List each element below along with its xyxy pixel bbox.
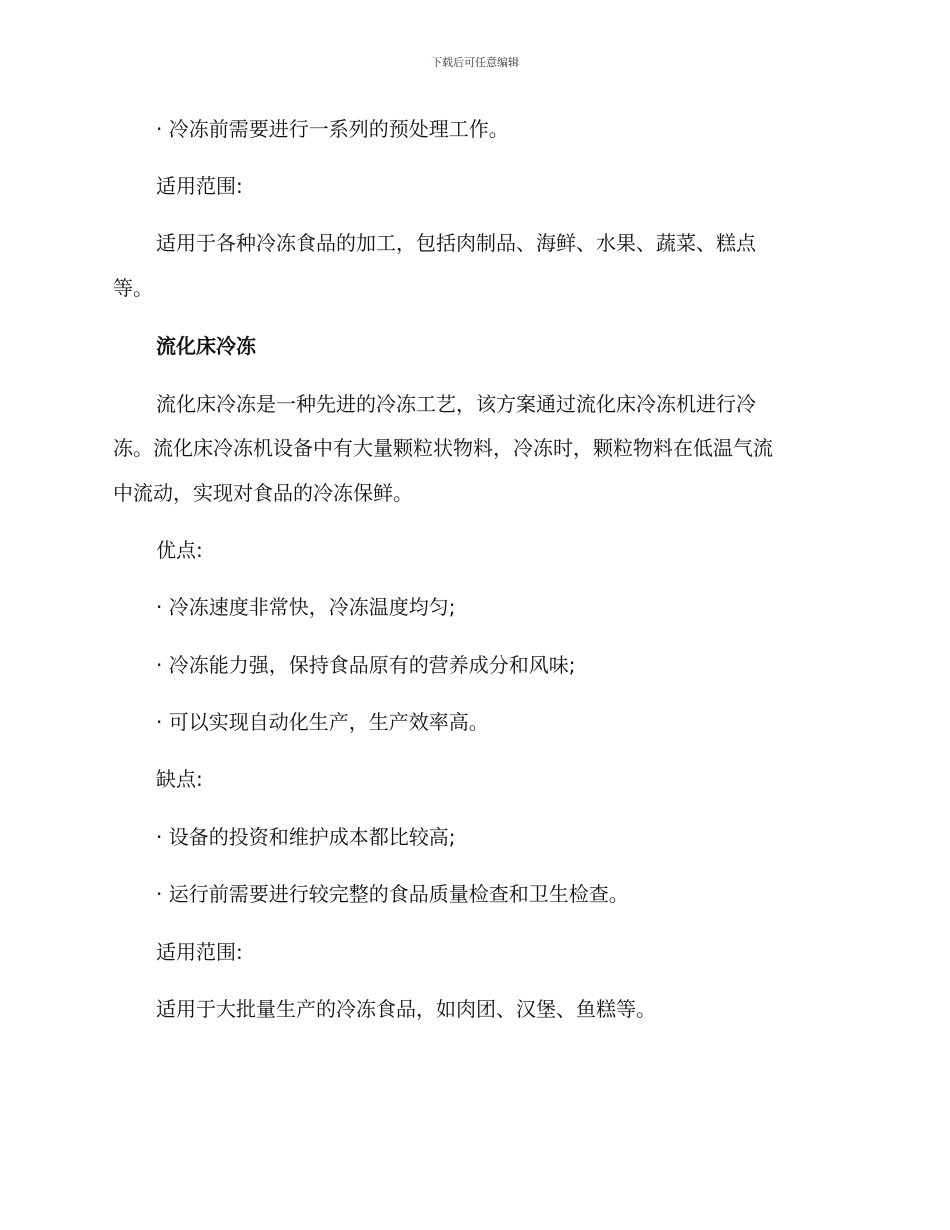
pros-label: 优点: [156,538,203,562]
scope-text-line-2: 等。 [113,276,153,300]
paragraph-line-2: 冻。流化床冷冻机设备中有大量颗粒状物料，冷冻时，颗粒物料在低温气流 [113,436,773,460]
cons-item-1: · 设备的投资和维护成本都比较高; [156,825,456,849]
page-header: 下载后可任意编辑 [431,56,519,69]
cons-label: 缺点: [156,767,203,791]
cons-item-2: · 运行前需要进行较完整的食品质量检查和卫生检查。 [156,882,629,906]
scope-text-2: 适用于大批量生产的冷冻食品，如肉团、汉堡、鱼糕等。 [156,997,656,1021]
scope-label-2: 适用范围: [156,940,243,964]
bullet-preprocessing: · 冷冻前需要进行一系列的预处理工作。 [156,117,509,141]
paragraph-line-3: 中流动，实现对食品的冷冻保鲜。 [113,481,413,505]
pros-item-2: · 冷冻能力强，保持食品原有的营养成分和风味; [156,653,576,677]
scope-text-line-1: 适用于各种冷冻食品的加工，包括肉制品、海鲜、水果、蔬菜、糕点 [156,231,756,255]
pros-item-1: · 冷冻速度非常快，冷冻温度均匀; [156,595,456,619]
section-title: 流化床冷冻 [156,334,256,358]
paragraph-line-1: 流化床冷冻是一种先进的冷冻工艺，该方案通过流化床冷冻机进行冷 [156,392,756,416]
pros-item-3: · 可以实现自动化生产，生产效率高。 [156,710,489,734]
scope-label: 适用范围: [156,174,243,198]
